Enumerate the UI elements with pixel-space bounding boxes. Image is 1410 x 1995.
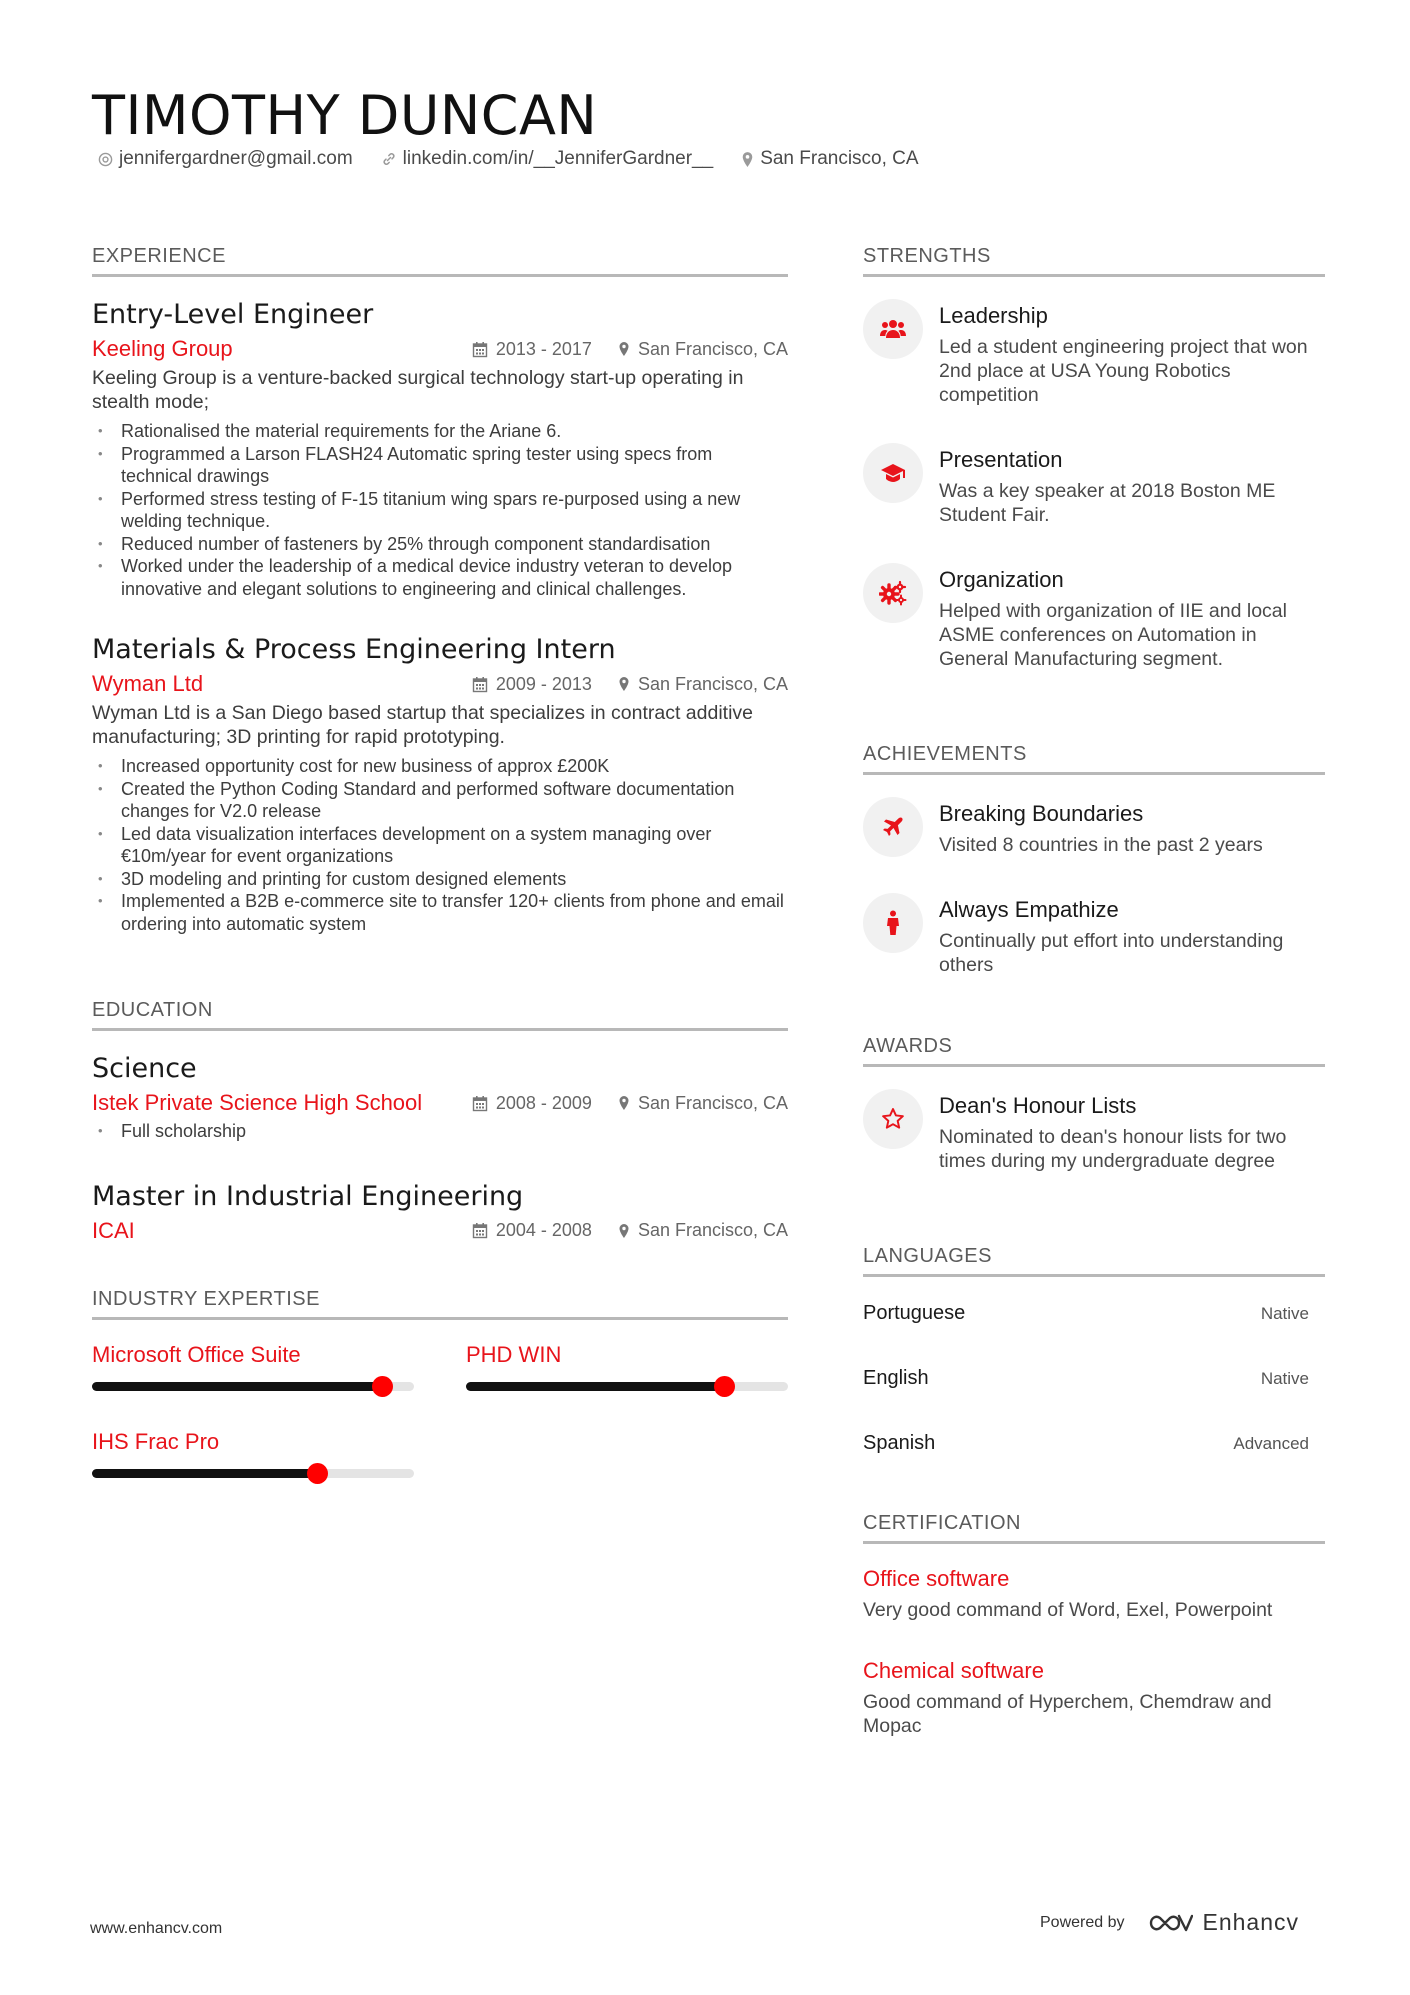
contact-email[interactable] (98, 148, 353, 170)
achievement-title: Breaking Boundaries (939, 801, 1144, 826)
company-name: Keeling Group (92, 336, 233, 361)
school-name: Istek Private Science High School (92, 1090, 423, 1115)
date-text: 2008 - 2009 (495, 1092, 592, 1113)
skill-bar (466, 1382, 788, 1391)
entry-location (618, 1220, 788, 1241)
strength-body (939, 299, 1325, 407)
degree-title: Science (92, 1053, 197, 1084)
plane-icon (863, 797, 923, 857)
left-column (92, 245, 788, 1478)
gears-icon (863, 563, 923, 623)
education-entry (92, 1181, 788, 1244)
company-description: Wyman Ltd is a San Diego based startup that specializes in contract additive manufacturing; 3D printing for rapid prototyping. (92, 702, 754, 748)
at-icon (98, 152, 113, 167)
contact-bar (98, 148, 919, 170)
enhancv-logo-icon (1147, 1911, 1193, 1935)
language-row (863, 1346, 1325, 1411)
bullet-item: • 3D modeling and printing for custom designed elements (92, 868, 788, 891)
date-range (472, 674, 592, 695)
achievement-text: Visited 8 countries in the past 2 years (939, 834, 1263, 856)
language-level: Advanced (1233, 1433, 1309, 1453)
bullet-list (92, 420, 788, 600)
bullet-item: • Rationalised the material requirements for the Ariane 6. (92, 420, 788, 443)
calendar-icon (472, 1095, 488, 1112)
date-range (472, 1093, 592, 1114)
brand-name: Enhancv (1202, 1909, 1300, 1935)
languages-heading: LANGUAGES (863, 1245, 1325, 1277)
certification-heading: CERTIFICATION (863, 1512, 1325, 1544)
achievement-body (939, 797, 1263, 857)
bullet-item: • Full scholarship (92, 1120, 788, 1143)
date-text: 2013 - 2017 (495, 338, 592, 359)
industry-expertise-heading: INDUSTRY EXPERTISE (92, 1288, 788, 1320)
date-range (472, 339, 592, 360)
language-name: Spanish (863, 1432, 936, 1454)
bullet-list (92, 755, 788, 935)
achievement-item (863, 893, 1325, 977)
email-text: jennifergardner@gmail.com (119, 148, 353, 169)
entry-meta-row (92, 336, 788, 362)
skills-grid (92, 1342, 788, 1478)
skill-name: Microsoft Office Suite (92, 1341, 301, 1367)
languages-list (863, 1281, 1325, 1476)
education-entry (92, 1053, 788, 1143)
skill-name: PHD WIN (466, 1341, 562, 1367)
skill-level-marker (372, 1376, 393, 1397)
contact-location (741, 148, 918, 170)
bullet-item: • Reduced number of fasteners by 25% through component standardisation (92, 533, 788, 556)
strength-item (863, 443, 1325, 527)
calendar-icon (472, 676, 488, 693)
strength-text: Led a student engineering project that won 2nd place at USA Young Robotics competition (939, 336, 1308, 406)
strength-item (863, 563, 1325, 671)
strength-item (863, 299, 1325, 407)
entry-meta (472, 339, 788, 360)
star-icon (863, 1089, 923, 1149)
job-title: Entry-Level Engineer (92, 299, 374, 330)
graduation-cap-icon (863, 443, 923, 503)
map-pin-icon (618, 1095, 630, 1111)
certification-item (863, 1566, 1325, 1622)
achievement-item (863, 797, 1325, 857)
company-description: Keeling Group is a venture-backed surgical technology start-up operating in stealth mode; (92, 367, 744, 413)
date-range (472, 1220, 592, 1241)
bullet-item: • Implemented a B2B e-commerce site to transfer 120+ clients from phone and email ordering into automatic system (92, 890, 788, 935)
location-text: San Francisco, CA (637, 1092, 788, 1113)
contact-linkedin[interactable] (381, 148, 714, 170)
certification-title: Chemical software (863, 1658, 1044, 1683)
entry-location (618, 674, 788, 695)
achievements-heading: ACHIEVEMENTS (863, 743, 1325, 775)
company-name: Wyman Ltd (92, 671, 204, 696)
certification-item (863, 1658, 1325, 1738)
brand-logo[interactable] (1147, 1909, 1300, 1936)
skill-bar-fill (92, 1382, 382, 1391)
entry-meta-row (92, 1218, 788, 1244)
skill-bar (92, 1382, 414, 1391)
map-pin-icon (741, 151, 754, 168)
skill-bar (92, 1469, 414, 1478)
right-column (863, 245, 1325, 1774)
calendar-icon (472, 341, 488, 358)
entry-location (618, 339, 788, 360)
entry-meta (472, 1220, 788, 1241)
skill-level-marker (307, 1463, 328, 1484)
bullet-item: • Increased opportunity cost for new business of approx £200K (92, 755, 788, 778)
skill-bar-fill (92, 1469, 317, 1478)
strengths-heading: STRENGTHS (863, 245, 1325, 277)
award-text: Nominated to dean's honour lists for two times during my undergraduate degree (939, 1126, 1287, 1172)
experience-heading: EXPERIENCE (92, 245, 788, 277)
strength-text: Helped with organization of IIE and local ASME conferences on Automation in General Manufacturing segment. (939, 600, 1287, 670)
school-name: ICAI (92, 1217, 135, 1243)
person-icon (863, 893, 923, 953)
strength-text: Was a key speaker at 2018 Boston ME Student Fair. (939, 480, 1276, 526)
certification-title: Office software (863, 1566, 1010, 1591)
education-heading: EDUCATION (92, 999, 788, 1031)
location-text: San Francisco, CA (637, 338, 788, 359)
strength-title: Presentation (939, 447, 1063, 472)
skill-bar-fill (466, 1382, 724, 1391)
skill-name: IHS Frac Pro (92, 1428, 220, 1454)
entry-location (618, 1093, 788, 1114)
location-text: San Francisco, CA (760, 148, 919, 169)
bullet-item: • Created the Python Coding Standard and performed software documentation changes for V2.0 release (92, 778, 788, 823)
powered-by-label: Powered by (1040, 1913, 1125, 1931)
language-name: Portuguese (863, 1302, 966, 1324)
certification-text: Very good command of Word, Exel, Powerpoint (863, 1599, 1273, 1621)
award-title: Dean's Honour Lists (939, 1093, 1137, 1118)
award-item (863, 1089, 1325, 1173)
candidate-name: TIMOTHY DUNCAN (92, 84, 598, 147)
bullet-item: • Led data visualization interfaces development on a system managing over €10m/year for event organizations (92, 823, 788, 868)
date-text: 2009 - 2013 (495, 673, 592, 694)
entry-meta-row (92, 1090, 788, 1116)
strength-title: Organization (939, 567, 1064, 592)
achievement-body (939, 893, 1325, 977)
achievement-text: Continually put effort into understanding others (939, 930, 1284, 976)
language-level: Native (1260, 1303, 1309, 1323)
degree-title: Master in Industrial Engineering (92, 1180, 524, 1212)
skill-item (92, 1342, 414, 1391)
award-body (939, 1089, 1325, 1173)
people-icon (863, 299, 923, 359)
bullet-item: • Performed stress testing of F-15 titanium wing spars re-purposed using a new welding technique. (92, 488, 788, 533)
location-text: San Francisco, CA (637, 1220, 788, 1240)
skill-item (92, 1429, 414, 1478)
bullet-item: • Worked under the leadership of a medical device industry veteran to develop innovative and elegant solutions to engineering and clinical challenges. (92, 555, 788, 600)
strength-body (939, 563, 1325, 671)
achievement-title: Always Empathize (939, 897, 1119, 922)
entry-meta-row (92, 671, 788, 697)
experience-entry (92, 299, 788, 600)
map-pin-icon (618, 341, 630, 357)
location-text: San Francisco, CA (637, 673, 788, 694)
bullet-list (92, 1120, 788, 1143)
experience-entry (92, 634, 788, 935)
language-row (863, 1281, 1325, 1346)
language-name: English (863, 1367, 929, 1389)
date-text: 2004 - 2008 (495, 1220, 592, 1240)
entry-meta (472, 674, 788, 695)
strength-title: Leadership (939, 303, 1048, 328)
language-level: Native (1260, 1368, 1309, 1388)
map-pin-icon (618, 676, 630, 692)
entry-meta (472, 1093, 788, 1114)
strength-body (939, 443, 1325, 527)
map-pin-icon (618, 1223, 630, 1239)
linkedin-text: linkedin.com/in/__JenniferGardner__ (402, 148, 714, 169)
footer-website[interactable]: www.enhancv.com (90, 1920, 223, 1937)
footer-branding (1040, 1909, 1299, 1936)
job-title: Materials & Process Engineering Intern (92, 634, 616, 665)
skill-level-marker (714, 1376, 735, 1397)
awards-heading: AWARDS (863, 1035, 1325, 1067)
language-row (863, 1411, 1325, 1476)
skill-item (466, 1342, 788, 1391)
calendar-icon (472, 1222, 488, 1239)
link-icon (381, 151, 397, 167)
bullet-item: • Programmed a Larson FLASH24 Automatic spring tester using specs from technical drawings (92, 443, 788, 488)
certification-text: Good command of Hyperchem, Chemdraw and Mopac (863, 1691, 1272, 1737)
